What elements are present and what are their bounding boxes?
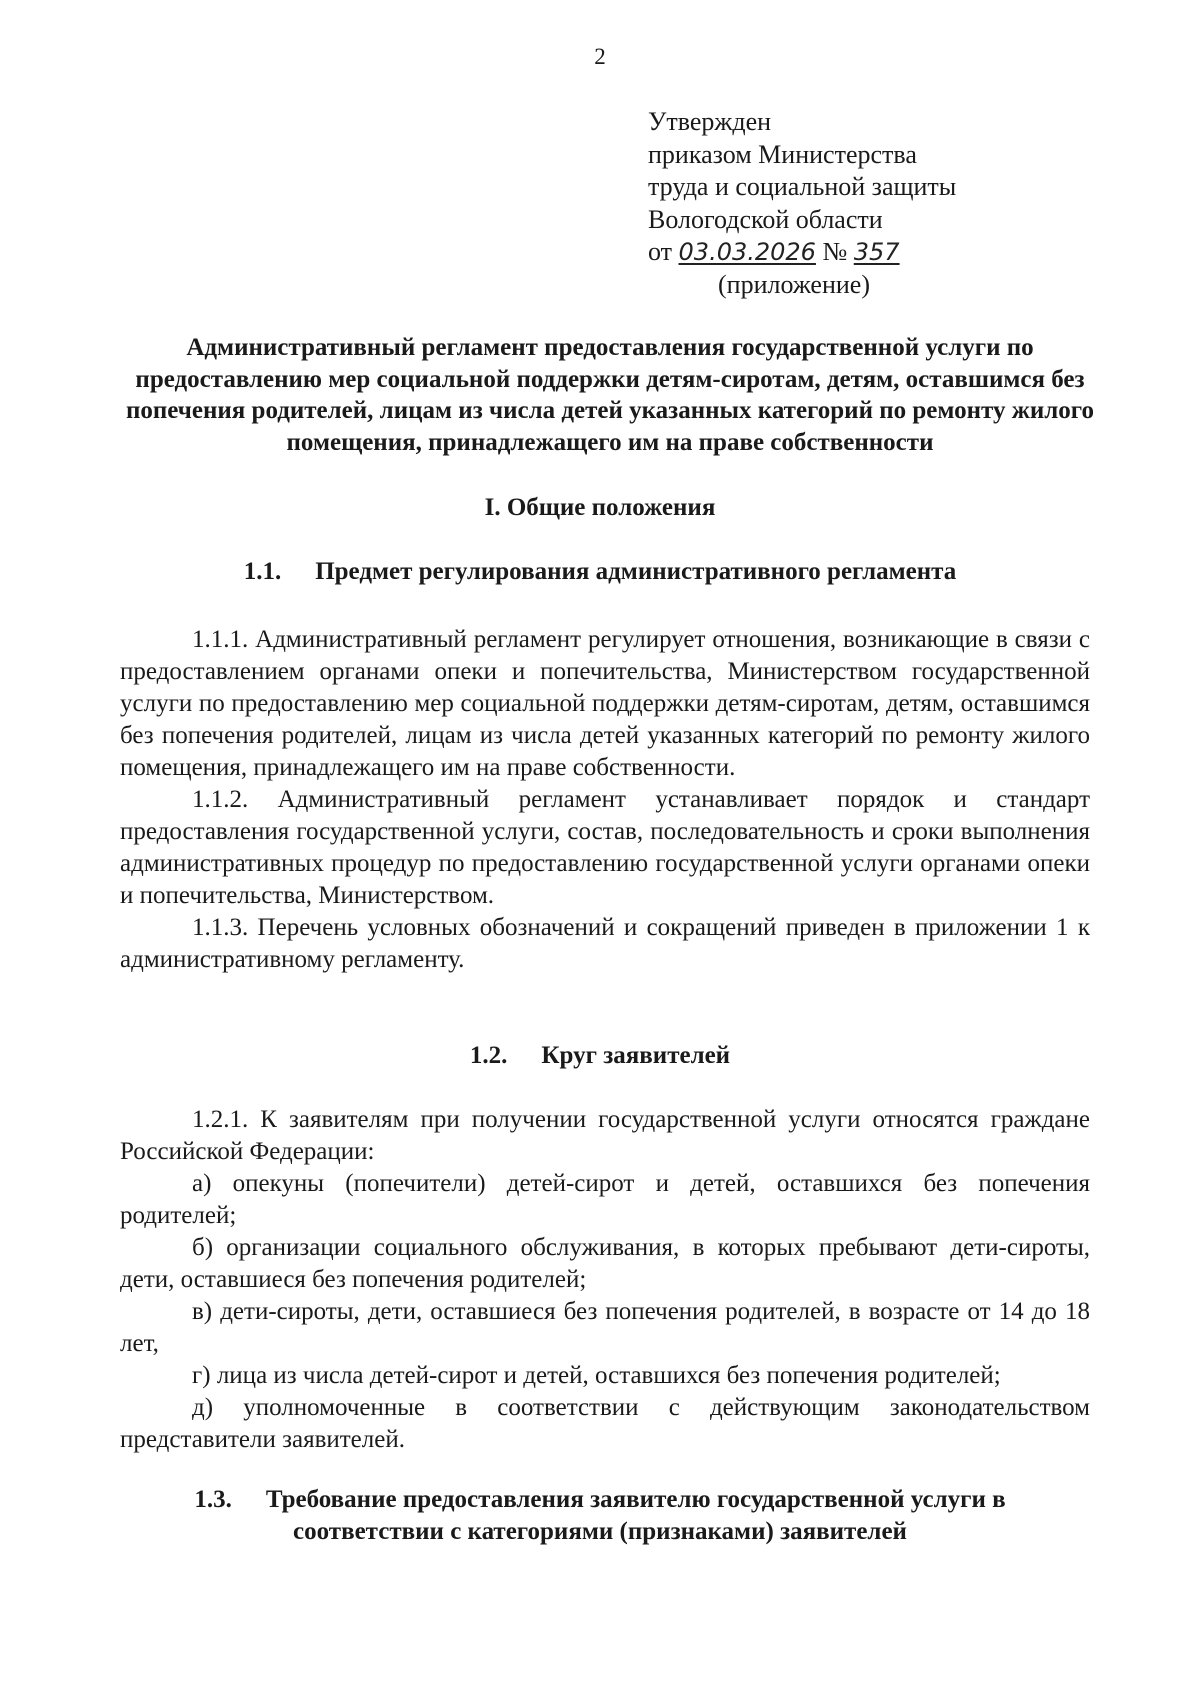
paragraph: 1.1.1. Административный регламент регулирует отношения, возникающие в связи с предоставлением органами опеки и попечительства, Министерством государственной услуги по предоставлению мер социальной поддержки детям-сиротам, детям, оставшимся без попечения родителей, лицам из числа детей указанных категорий по ремонту жилого помещения, принадлежащего им на праве собственности. [120, 626, 1090, 781]
approval-block [648, 106, 956, 301]
subsection-heading-1-2 [0, 1040, 1200, 1072]
page-number: 2 [594, 44, 606, 69]
section-1-2-body [120, 1104, 1090, 1456]
subsection-title: Круг заявителей [541, 1042, 731, 1069]
subsection-number: 1.2. [469, 1042, 508, 1069]
section-heading: I. Общие положения [484, 494, 716, 521]
subsection-title-line1: Требование предоставления заявителю государственной услуги в [265, 1486, 1006, 1513]
date-prefix: от [648, 237, 673, 266]
subsection-title: Предмет регулирования административного регламента [315, 558, 957, 585]
handwritten-number: 357 [853, 238, 900, 266]
subsection-heading-1-1 [0, 556, 1200, 588]
approval-line: труда и социальной защиты [648, 172, 957, 201]
section-1-1-body [120, 624, 1090, 976]
document-title: Административный регламент предоставления государственной услуги по предоставлению мер социальной поддержки детям-сиротам, детям, оставшимся без попечения родителей, лицам из числа детей указанных категорий по ремонту жилого помещения, принадлежащего им на праве собственности [125, 334, 1094, 456]
handwritten-date: 03.03.2026 [678, 238, 816, 266]
paragraph: 1.1.2. Административный регламент устанавливает порядок и стандарт предоставления государственной услуги, состав, последовательность и сроки выполнения административных процедур по предоставлению государственной услуги органами опеки и попечительства, Министерством. [120, 786, 1090, 909]
subsection-heading-line [0, 1484, 1200, 1516]
subsection-number: 1.1. [243, 558, 282, 585]
subsection-title-line2: соответствии с категориями (признаками) заявителей [293, 1517, 907, 1545]
annex-label: (приложение) [718, 269, 871, 299]
subsection-heading-1-3 [0, 1484, 1200, 1547]
list-item: г) лица из числа детей-сирот и детей, оставшихся без попечения родителей; [192, 1362, 1001, 1389]
number-prefix: № [822, 237, 848, 266]
subsection-number: 1.3. [194, 1486, 232, 1513]
approval-line: Утвержден [648, 107, 772, 136]
paragraph: 1.1.3. Перечень условных обозначений и сокращений приведен в приложении 1 к административному регламенту. [120, 914, 1090, 973]
approval-line: Вологодской области [648, 204, 883, 234]
list-item: д) уполномоченные в соответствии с действующим законодательством представители заявителей. [120, 1394, 1090, 1453]
approval-line: приказом Министерства [648, 139, 917, 169]
approval-date-line [648, 236, 956, 269]
paragraph: 1.2.1. К заявителям при получении государственной услуги относятся граждане Российской Федерации: [120, 1106, 1090, 1165]
list-item: в) дети-сироты, дети, оставшиеся без попечения родителей, в возрасте от 14 до 18 лет, [120, 1298, 1090, 1357]
list-item: а) опекуны (попечители) детей-сирот и детей, оставшихся без попечения родителей; [120, 1170, 1090, 1229]
list-item: б) организации социального обслуживания, в которых пребывают дети-сироты, дети, оставшиеся без попечения родителей; [120, 1234, 1090, 1293]
